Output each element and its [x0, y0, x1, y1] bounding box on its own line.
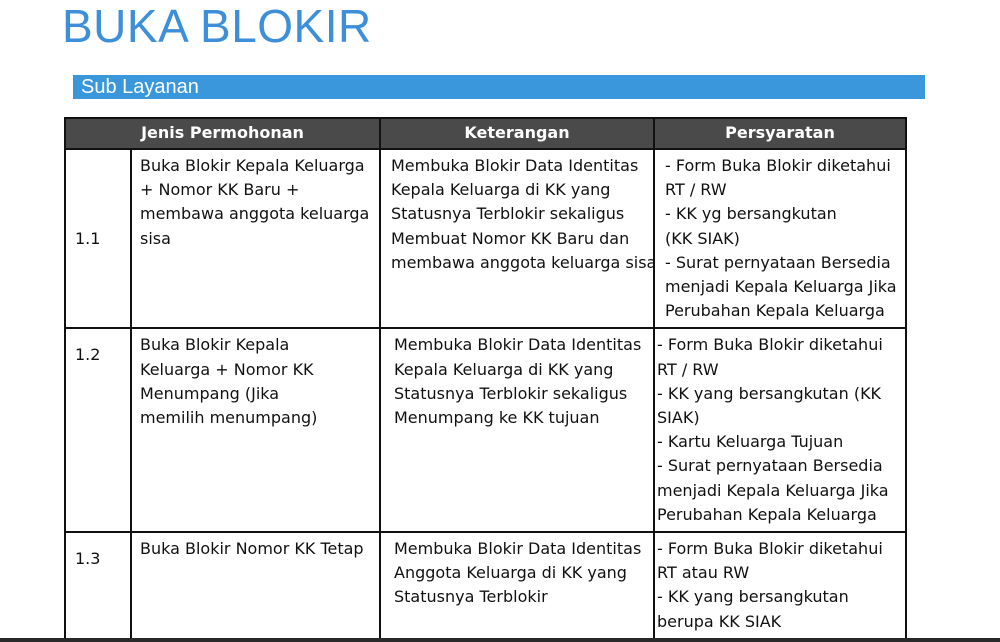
persyaratan-line: - Form Buka Blokir diketahui [665, 156, 891, 175]
jenis-line: membawa anggota keluarga [140, 204, 370, 224]
persyaratan-line: berupa KK SIAK [657, 611, 782, 631]
jenis-line: Menumpang (Jika [140, 383, 280, 403]
header-keterangan: Keterangan [380, 118, 654, 149]
jenis-line: sisa [140, 228, 171, 248]
persyaratan-line: - KK yang bersangkutan (KK [657, 383, 882, 403]
header-persyaratan: Persyaratan [654, 118, 906, 149]
keterangan-line: Membuka Blokir Data Identitas [391, 156, 639, 175]
keterangan-line: membawa anggota keluarga sisa [391, 252, 657, 272]
persyaratan-line: - KK yg bersangkutan [665, 204, 837, 224]
table-row [65, 328, 906, 532]
row-number: 1.3 [65, 532, 131, 639]
jenis-cell [131, 328, 380, 532]
persyaratan-cell [654, 149, 906, 328]
persyaratan-line: - Form Buka Blokir diketahui [657, 335, 883, 355]
persyaratan-line: menjadi Kepala Keluarga Jika [665, 277, 897, 297]
table-row [65, 149, 906, 328]
persyaratan-line: - Surat pernyataan Bersedia [657, 456, 883, 476]
keterangan-cell [380, 532, 654, 639]
keterangan-line: Membuka Blokir Data Identitas [394, 335, 642, 355]
persyaratan-line: (KK SIAK) [665, 228, 740, 248]
row-number: 1.2 [65, 328, 131, 532]
keterangan-line: Menumpang ke KK tujuan [394, 408, 600, 428]
keterangan-line: Statusnya Terblokir [394, 587, 548, 607]
jenis-cell [131, 149, 380, 328]
header-jenis-permohonan: Jenis Permohonan [65, 118, 380, 149]
jenis-line: + Nomor KK Baru + [140, 180, 300, 200]
keterangan-line: Kepala Keluarga di KK yang [391, 180, 611, 200]
jenis-line: Buka Blokir Kepala [140, 335, 290, 355]
persyaratan-line: Perubahan Kepala Keluarga [657, 504, 877, 524]
keterangan-line: Statusnya Terblokir sekaligus [391, 204, 625, 224]
persyaratan-line: RT atau RW [657, 563, 750, 583]
keterangan-line: Anggota Keluarga di KK yang [394, 563, 627, 583]
table-header-row [65, 118, 906, 149]
bottom-border [0, 638, 1000, 642]
row-number: 1.1 [65, 149, 131, 328]
keterangan-cell [380, 149, 657, 328]
page-title: BUKA BLOKIR [62, 0, 372, 52]
service-table [64, 117, 907, 640]
persyaratan-cell [654, 328, 906, 532]
table-row [65, 532, 906, 639]
keterangan-line: Kepala Keluarga di KK yang [394, 359, 614, 379]
persyaratan-line: Perubahan Kepala Keluarga [665, 301, 885, 321]
keterangan-line: Membuat Nomor KK Baru dan [391, 228, 630, 248]
persyaratan-line: - KK yang bersangkutan [657, 587, 849, 607]
jenis-line: memilih menumpang) [140, 408, 318, 428]
jenis-cell [131, 532, 380, 639]
persyaratan-line: - Kartu Keluarga Tujuan [657, 432, 844, 452]
persyaratan-line: RT / RW [657, 359, 719, 379]
persyaratan-line: menjadi Kepala Keluarga Jika [657, 480, 889, 500]
keterangan-line: Membuka Blokir Data Identitas [394, 539, 642, 559]
jenis-line: Buka Blokir Kepala Keluarga [140, 156, 365, 175]
persyaratan-cell [654, 532, 906, 639]
jenis-line: Buka Blokir Nomor KK Tetap [140, 539, 364, 559]
jenis-line: Keluarga + Nomor KK [140, 359, 314, 379]
keterangan-line: Statusnya Terblokir sekaligus [394, 383, 628, 403]
sub-layanan-header: Sub Layanan [73, 75, 925, 99]
persyaratan-line: - Form Buka Blokir diketahui [657, 539, 883, 559]
persyaratan-line: RT / RW [665, 180, 727, 200]
persyaratan-line: - Surat pernyataan Bersedia [665, 252, 891, 272]
keterangan-cell [380, 328, 654, 532]
persyaratan-line: SIAK) [657, 408, 700, 428]
